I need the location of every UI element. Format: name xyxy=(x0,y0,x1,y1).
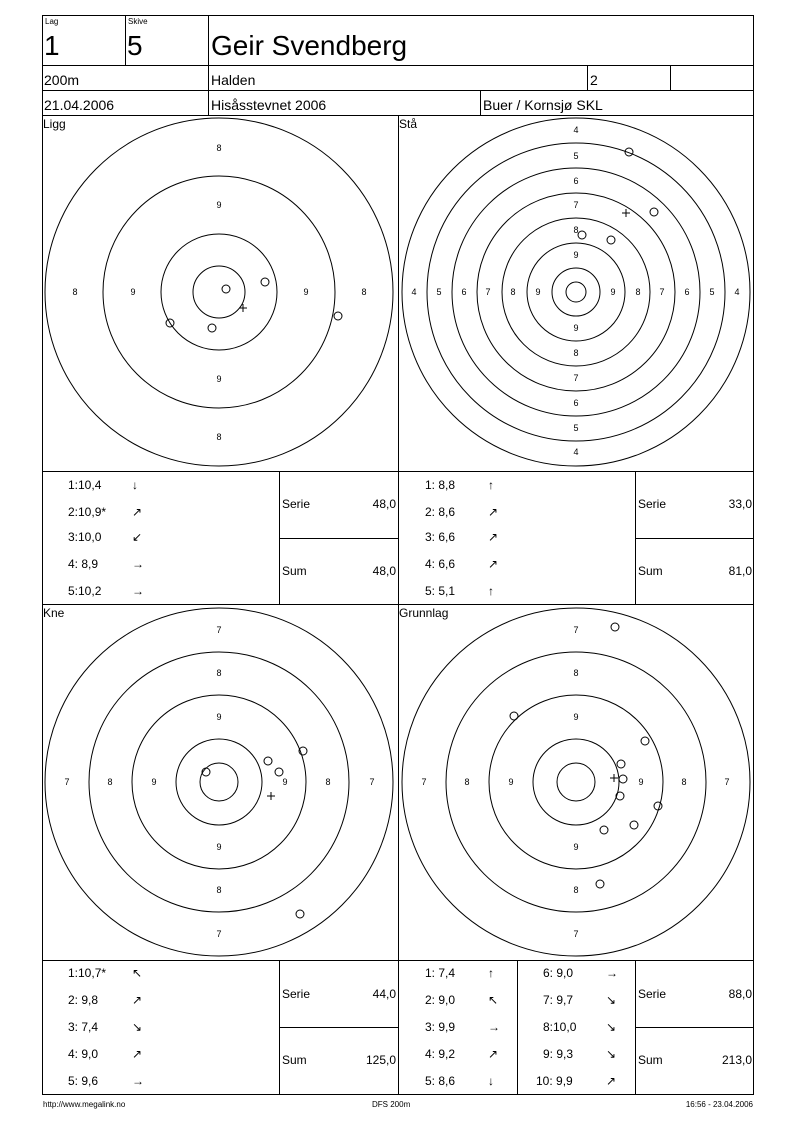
svg-text:9: 9 xyxy=(216,842,222,852)
svg-text:5: 5 xyxy=(573,423,579,433)
shot-score: 3: 6,6 xyxy=(425,530,456,544)
svg-text:9: 9 xyxy=(216,712,222,722)
shot-direction-icon: ↓ xyxy=(488,1074,494,1088)
shot-score: 3:10,0 xyxy=(68,530,102,544)
kne-sum-label: Sum xyxy=(282,1053,307,1067)
shot-direction-icon: ↖ xyxy=(488,993,499,1007)
svg-text:7: 7 xyxy=(216,625,222,635)
grunnlag-sum-value: 213,0 xyxy=(721,1053,752,1067)
svg-text:9: 9 xyxy=(573,250,579,260)
shot-direction-icon: ↗ xyxy=(132,993,143,1007)
svg-text:9: 9 xyxy=(151,777,157,787)
svg-text:7: 7 xyxy=(573,200,579,210)
shot-direction-icon: → xyxy=(132,584,144,598)
shot-score: 1: 7,4 xyxy=(425,966,456,980)
shot-direction-icon: ↓ xyxy=(132,478,138,492)
svg-text:8: 8 xyxy=(573,348,579,358)
shot-direction-icon: ↗ xyxy=(488,505,499,519)
shot-score: 4: 9,0 xyxy=(68,1047,99,1061)
svg-text:8: 8 xyxy=(573,225,579,235)
svg-text:9: 9 xyxy=(282,777,288,787)
shot-score: 4: 6,6 xyxy=(425,557,456,571)
shot-direction-icon: → xyxy=(132,1074,144,1088)
club-name: Buer / Kornsjø SKL xyxy=(483,97,603,113)
shot-direction-icon: ↗ xyxy=(488,1047,499,1061)
shot-direction-icon: ↘ xyxy=(606,1020,617,1034)
kne-series-value: 44,0 xyxy=(372,987,396,1001)
ring-label: 9 xyxy=(216,374,222,384)
shot-score: 3: 9,9 xyxy=(425,1020,456,1034)
svg-text:8: 8 xyxy=(510,287,516,297)
svg-text:9: 9 xyxy=(573,842,579,852)
shot-direction-icon: → xyxy=(606,966,618,980)
shot-direction-icon: → xyxy=(488,1020,500,1034)
sta-sum-value: 81,0 xyxy=(728,564,752,578)
shot-score: 2: 9,0 xyxy=(425,993,456,1007)
svg-text:5: 5 xyxy=(573,151,579,161)
svg-text:7: 7 xyxy=(64,777,70,787)
shot-score: 5: 8,6 xyxy=(425,1074,456,1088)
ligg-sum-value: 48,0 xyxy=(372,564,396,578)
grunnlag-sum-label: Sum xyxy=(638,1053,663,1067)
lag-label: Lag xyxy=(45,17,59,26)
kne-title: Kne xyxy=(43,606,65,620)
ligg-shots xyxy=(166,278,342,332)
svg-text:7: 7 xyxy=(216,929,222,939)
target-ligg xyxy=(45,118,393,466)
event-name: Hisåsstevnet 2006 xyxy=(211,97,327,113)
svg-text:9: 9 xyxy=(535,287,541,297)
sta-series-value: 33,0 xyxy=(728,497,752,511)
svg-text:5: 5 xyxy=(709,287,715,297)
svg-text:8: 8 xyxy=(325,777,331,787)
svg-text:5: 5 xyxy=(436,287,442,297)
shot-score: 5: 9,6 xyxy=(68,1074,99,1088)
svg-text:9: 9 xyxy=(573,323,579,333)
ring-label: 8 xyxy=(72,287,78,297)
svg-text:9: 9 xyxy=(573,712,579,722)
shot-direction-icon: ↗ xyxy=(606,1074,617,1088)
date: 21.04.2006 xyxy=(44,97,115,113)
ligg-title: Ligg xyxy=(43,117,66,131)
shot-score: 2: 8,6 xyxy=(425,505,456,519)
grunnlag-title: Grunnlag xyxy=(399,606,449,620)
shot-score: 9: 9,3 xyxy=(543,1047,574,1061)
svg-text:7: 7 xyxy=(573,625,579,635)
footer-program: DFS 200m xyxy=(372,1100,411,1109)
round-number: 2 xyxy=(590,72,598,88)
lag-value: 1 xyxy=(44,30,60,61)
ring-label: 8 xyxy=(216,432,222,442)
shot-score: 3: 7,4 xyxy=(68,1020,99,1034)
svg-text:9: 9 xyxy=(638,777,644,787)
svg-text:9: 9 xyxy=(508,777,514,787)
svg-text:8: 8 xyxy=(107,777,113,787)
sta-series-label: Serie xyxy=(638,497,667,511)
svg-text:6: 6 xyxy=(684,287,690,297)
shooter-name: Geir Svendberg xyxy=(211,30,408,61)
shot-score: 4: 8,9 xyxy=(68,557,99,571)
svg-text:8: 8 xyxy=(464,777,470,787)
shot-direction-icon: ↗ xyxy=(132,505,143,519)
shot-direction-icon: ↗ xyxy=(488,530,499,544)
svg-text:4: 4 xyxy=(573,447,579,457)
kne-series-label: Serie xyxy=(282,987,311,1001)
shot-score: 2:10,9* xyxy=(68,505,107,519)
shot-score: 1: 8,8 xyxy=(425,478,456,492)
svg-text:8: 8 xyxy=(635,287,641,297)
footer-timestamp: 16:56 - 23.04.2006 xyxy=(685,1100,753,1109)
skive-value: 5 xyxy=(127,30,143,61)
grunnlag-shots xyxy=(510,623,662,888)
svg-text:9: 9 xyxy=(610,287,616,297)
shot-direction-icon: ↘ xyxy=(606,1047,617,1061)
ligg-series-label: Serie xyxy=(282,497,311,511)
svg-text:8: 8 xyxy=(573,885,579,895)
svg-text:8: 8 xyxy=(216,885,222,895)
target-kne xyxy=(45,608,393,956)
svg-text:7: 7 xyxy=(421,777,427,787)
ring-label: 8 xyxy=(216,143,222,153)
sta-sum-label: Sum xyxy=(638,564,663,578)
svg-text:8: 8 xyxy=(573,668,579,678)
svg-text:4: 4 xyxy=(573,125,579,135)
skive-label: Skive xyxy=(128,17,148,26)
place: Halden xyxy=(211,72,256,88)
shot-direction-icon: ↑ xyxy=(488,584,494,598)
shot-direction-icon: ↗ xyxy=(488,557,499,571)
shot-direction-icon: ↙ xyxy=(132,530,143,544)
target-grunnlag xyxy=(402,608,750,956)
svg-text:4: 4 xyxy=(734,287,740,297)
ligg-series-value: 48,0 xyxy=(372,497,396,511)
grunnlag-series-label: Serie xyxy=(638,987,667,1001)
svg-text:7: 7 xyxy=(485,287,491,297)
shot-score: 2: 9,8 xyxy=(68,993,99,1007)
sta-title: Stå xyxy=(399,117,418,131)
shot-score: 7: 9,7 xyxy=(543,993,574,1007)
svg-text:7: 7 xyxy=(659,287,665,297)
shot-direction-icon: → xyxy=(132,557,144,571)
svg-text:7: 7 xyxy=(369,777,375,787)
shot-score: 10: 9,9 xyxy=(536,1074,573,1088)
shot-score: 5: 5,1 xyxy=(425,584,456,598)
shot-direction-icon: ↘ xyxy=(132,1020,143,1034)
shot-score: 4: 9,2 xyxy=(425,1047,456,1061)
svg-text:6: 6 xyxy=(573,176,579,186)
footer-url[interactable]: http://www.megalink.no xyxy=(43,1100,126,1109)
ring-label: 9 xyxy=(130,287,136,297)
shot-score: 1:10,4 xyxy=(68,478,102,492)
svg-text:6: 6 xyxy=(573,398,579,408)
ring-label: 9 xyxy=(303,287,309,297)
shot-direction-icon: ↖ xyxy=(132,966,143,980)
ligg-sum-label: Sum xyxy=(282,564,307,578)
ring-label: 9 xyxy=(216,200,222,210)
svg-text:6: 6 xyxy=(461,287,467,297)
shot-score: 6: 9,0 xyxy=(543,966,574,980)
shot-score: 8:10,0 xyxy=(543,1020,577,1034)
grunnlag-series-value: 88,0 xyxy=(728,987,752,1001)
shot-direction-icon: ↑ xyxy=(488,478,494,492)
shot-score: 5:10,2 xyxy=(68,584,102,598)
kne-sum-value: 125,0 xyxy=(365,1053,396,1067)
shot-direction-icon: ↗ xyxy=(132,1047,143,1061)
svg-text:7: 7 xyxy=(724,777,730,787)
distance: 200m xyxy=(44,72,80,88)
svg-text:4: 4 xyxy=(411,287,417,297)
target-sta xyxy=(402,118,750,466)
ring-label: 8 xyxy=(361,287,367,297)
svg-text:7: 7 xyxy=(573,373,579,383)
shot-direction-icon: ↑ xyxy=(488,966,494,980)
svg-text:8: 8 xyxy=(216,668,222,678)
svg-text:8: 8 xyxy=(681,777,687,787)
shot-score: 1:10,7* xyxy=(68,966,107,980)
svg-text:7: 7 xyxy=(573,929,579,939)
sta-shots xyxy=(578,148,658,244)
shot-direction-icon: ↘ xyxy=(606,993,617,1007)
